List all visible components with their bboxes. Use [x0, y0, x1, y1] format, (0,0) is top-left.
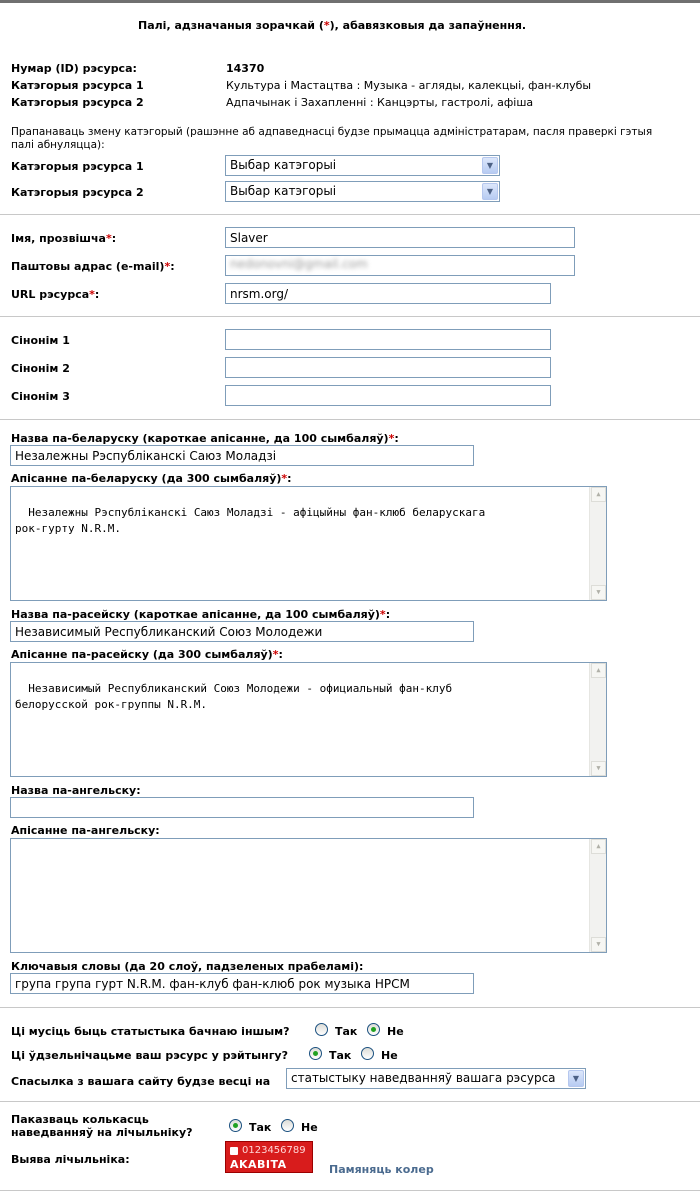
scrollbar[interactable]: [589, 663, 606, 776]
scroll-down-icon[interactable]: ▼: [591, 761, 606, 776]
scroll-up-icon[interactable]: ▲: [591, 839, 606, 854]
stats-no-radio[interactable]: [367, 1023, 380, 1036]
ru-desc-label: Апісанне па-расейску (да 300 сымбаляў)*:: [11, 648, 283, 661]
divider: [0, 419, 700, 420]
chevron-down-icon: ▼: [568, 1070, 584, 1087]
show-count-no-radio[interactable]: [281, 1119, 294, 1132]
ru-name-label: Назва па-расейску (кароткае апісанне, да 100 сымбаляў)*:: [11, 608, 391, 621]
category-2-select[interactable]: Выбар катэгорыі ▼: [225, 181, 500, 202]
divider: [0, 316, 700, 317]
show-count-no-label[interactable]: Не: [301, 1121, 318, 1134]
link-target-label: Спасылка з вашага сайту будзе весці на: [11, 1075, 271, 1088]
link-target-select[interactable]: статыстыку наведванняў вашага рэсурса ▼: [286, 1068, 586, 1089]
change-cat1-label: Катэгорыя рэсурса 1: [11, 160, 144, 173]
en-desc-textarea[interactable]: [10, 838, 607, 953]
stats-no-label[interactable]: Не: [387, 1025, 404, 1038]
scrollbar[interactable]: [589, 839, 606, 952]
counter-digits: 0123456789: [242, 1145, 306, 1156]
en-desc-label: Апісанне па-ангельску:: [11, 824, 160, 837]
email-label: Паштовы адрас (e-mail)*:: [11, 260, 175, 273]
by-desc-textarea[interactable]: Незалежны Рэспубліканскі Саюз Моладзі - афіцыйны фан-клюб беларускага рок-гурту N.R.M. ▲ ▼: [10, 486, 607, 601]
divider: [0, 214, 700, 215]
synonym-2-input[interactable]: [225, 357, 551, 378]
synonym-1-input[interactable]: [225, 329, 551, 350]
name-label: Імя, прозвішча*:: [11, 232, 117, 245]
keywords-input[interactable]: [10, 973, 474, 994]
counter-image: [225, 1141, 313, 1173]
change-color-link[interactable]: Памяняць колер: [329, 1163, 434, 1176]
required-note: Палі, адзначаныя зорачкай (*), абавязковыя да запаўнення.: [138, 19, 527, 32]
stats-yes-radio[interactable]: [315, 1023, 328, 1036]
top-border: [0, 0, 700, 3]
change-note: Прапанаваць змену катэгорый (рашэнне аб адпаведнасці будзе прымацца адміністратарам, пасля праверкі гэтыя: [11, 126, 653, 138]
counter-logo-icon: [230, 1147, 238, 1155]
synonym-2-label: Сінонім 2: [11, 362, 70, 375]
rating-no-radio[interactable]: [361, 1047, 374, 1060]
stats-yes-label[interactable]: Так: [335, 1025, 358, 1038]
divider: [0, 1007, 700, 1008]
synonym-3-input[interactable]: [225, 385, 551, 406]
resource-cat2-value: Адпачынак і Захапленні : Канцэрты, гастролі, афіша: [226, 96, 534, 109]
category-1-select[interactable]: Выбар катэгорыі ▼: [225, 155, 500, 176]
url-label: URL рэсурса*:: [11, 288, 100, 301]
ru-desc-textarea[interactable]: Независимый Республиканский Союз Молодежи - официальный фан-клуб белорусской рок-группы N.R.M. ▲ ▼: [10, 662, 607, 777]
scroll-down-icon[interactable]: ▼: [591, 585, 606, 600]
stats-visible-label: Ці мусіць быць статыстыка бачнаю іншым?: [11, 1025, 290, 1038]
change-cat2-label: Катэгорыя рэсурса 2: [11, 186, 144, 199]
rating-yes-label[interactable]: Так: [329, 1049, 352, 1062]
divider: [0, 1101, 700, 1102]
divider: [0, 1190, 700, 1191]
rating-yes-radio[interactable]: [309, 1047, 322, 1060]
scroll-down-icon[interactable]: ▼: [591, 937, 606, 952]
by-desc-label: Апісанне па-беларуску (да 300 сымбаляў)*:: [11, 472, 292, 485]
synonym-3-label: Сінонім 3: [11, 390, 70, 403]
show-count-yes-label[interactable]: Так: [249, 1121, 272, 1134]
synonym-1-label: Сінонім 1: [11, 334, 70, 347]
resource-id-label: Нумар (ID) рэсурса:: [11, 62, 137, 75]
show-count-yes-radio[interactable]: [229, 1119, 242, 1132]
name-input[interactable]: [225, 227, 575, 248]
resource-cat1-label: Катэгорыя рэсурса 1: [11, 79, 144, 92]
change-note-cont: палі абнуляцца):: [11, 139, 105, 151]
chevron-down-icon: ▼: [482, 183, 498, 200]
rating-no-label[interactable]: Не: [381, 1049, 398, 1062]
by-name-label: Назва па-беларуску (кароткае апісанне, да 100 сымбаляў)*:: [11, 432, 399, 445]
scroll-up-icon[interactable]: ▲: [591, 487, 606, 502]
en-name-input[interactable]: [10, 797, 474, 818]
resource-cat1-value: Культура і Мастацтва : Музыка - агляды, калекцыі, фан-клубы: [226, 79, 592, 92]
rating-label: Ці ўдзельнічацьме ваш рэсурс у рэйтынгу?: [11, 1049, 288, 1062]
en-name-label: Назва па-ангельску:: [11, 784, 141, 797]
scroll-up-icon[interactable]: ▲: [591, 663, 606, 678]
scrollbar[interactable]: [589, 487, 606, 600]
ru-name-input[interactable]: [10, 621, 474, 642]
by-name-input[interactable]: [10, 445, 474, 466]
resource-cat2-label: Катэгорыя рэсурса 2: [11, 96, 144, 109]
url-input[interactable]: [225, 283, 551, 304]
counter-brand: AKABITA: [230, 1158, 287, 1171]
email-input[interactable]: nedonovni@gmail.com: [225, 255, 575, 276]
show-count-label-cont: наведванняў на лічыльніку?: [11, 1126, 193, 1139]
chevron-down-icon: ▼: [482, 157, 498, 174]
show-count-label: Паказваць колькасць: [11, 1113, 149, 1126]
resource-id-value: 14370: [226, 62, 265, 75]
counter-look-label: Выява лічыльніка:: [11, 1153, 130, 1166]
keywords-label: Ключавыя словы (да 20 слоў, падзеленых прабеламі):: [11, 960, 364, 973]
